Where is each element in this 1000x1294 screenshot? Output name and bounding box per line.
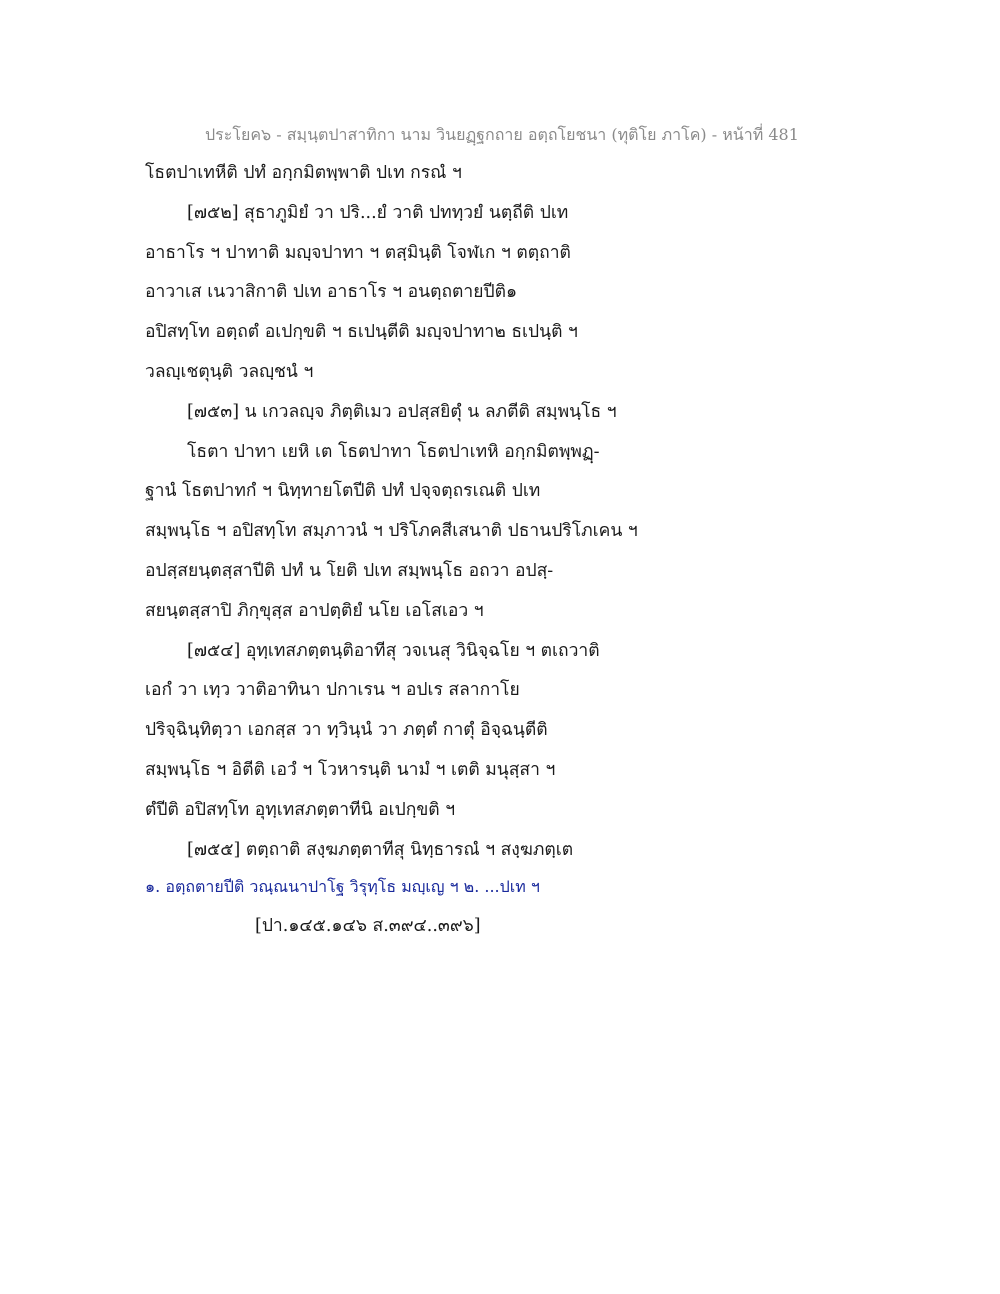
text-line: อปสฺสยนฺตสฺสาปีติ ปทํ น โยติ ปเท สมฺพนฺโธ อถวา อปสฺ- <box>145 560 554 581</box>
text-line: ฐานํ โธตปาทกํ ฯ นิทฺทายโตปีติ ปทํ ปจฺจตฺถรเณติ ปเท <box>145 481 541 502</box>
running-header: ประโยค๖ - สมฺนฺตปาสาทิกา นาม วินยฏฺฐกถาย อตฺถโยชนา (ทุติโย ภาโค) - หน้าที่ 481 <box>205 125 799 144</box>
text-line: อปิสทฺโท อตฺถตํ อเปกฺขติ ฯ ธเปนฺตีติ มญฺจปาทา๒ ธเปนฺติ ฯ <box>145 322 578 343</box>
paragraph-753-start: [๗๕๓] น เกวลญฺจ ภิตฺติเมว อปสฺสยิตุํ น ลภตีติ สมฺพนฺโธ ฯ <box>187 401 617 422</box>
paragraph-755-start: [๗๕๕] ตตฺถาติ สงฺฆภตฺตาทีสุ นิทฺธารณํ ฯ สงฺฆภตฺเต <box>187 839 574 860</box>
text-line: อาธาโร ฯ ปาทาติ มญฺจปาทา ฯ ตสฺมินฺติ โจฬเก ฯ ตตฺถาติ <box>145 242 571 263</box>
text-line: สมฺพนฺโธ ฯ อิตีติ เอวํ ฯ โวหารนฺติ นามํ ฯ เตติ มนุสฺสา ฯ <box>145 759 556 780</box>
text-line: ตํปีติ อปิสทฺโท อุทฺเทสภตฺตาทีนิ อเปกฺขติ ฯ <box>145 799 456 820</box>
text-line: สยนฺตสฺสาปิ ภิกฺขุสฺส อาปตฺติยํ นโย เอโสเอว ฯ <box>145 600 484 621</box>
text-line: โธตปาเทหีติ ปทํ อกฺกมิตพฺพาติ ปเท กรณํ ฯ <box>145 163 462 183</box>
footnote: ๑. อตฺถตายปีติ วณฺณนาปาโฐ วิรุทฺโธ มญฺเญ ฯ ๒. ...ปเท ฯ <box>145 877 540 896</box>
paragraph-752-start: [๗๕๒] สุธาภูมิยํ วา ปริ...ยํ วาติ ปททฺวยํ นตฺถีติ ปเท <box>187 202 569 223</box>
text-line: สมฺพนฺโธ ฯ อปิสทฺโท สมฺภาวนํ ฯ ปริโภคสีเสนาติ ปธานปริโภเคน ฯ <box>145 521 638 542</box>
text-line-indented: โธตา ปาทา เยหิ เต โธตปาทา โธตปาเทหิ อกฺกมิตพฺพฏฺ- <box>187 441 600 462</box>
body-text <box>145 160 865 876</box>
paragraph-754-start: [๗๕๔] อุทฺเทสภตฺตนฺติอาทีสุ วจเนสุ วินิจฺฉโย ฯ ตเถวาติ <box>187 640 600 661</box>
text-line: ปริจฺฉินฺทิตฺวา เอกสฺส วา ทฺวินฺนํ วา ภตฺตํ กาตุํ อิจฺฉนฺตีติ <box>145 720 548 741</box>
page-reference: [ปา.๑๔๕.๑๔๖ ส.๓๙๔..๓๙๖] <box>255 916 481 936</box>
text-line: วลญฺเชตุนฺติ วลญฺชนํ ฯ <box>145 361 314 382</box>
text-line: อาวาเส เนวาสิกาติ ปเท อาธาโร ฯ อนตฺถตายปีติ๑ <box>145 282 518 303</box>
text-line: เอกํ วา เทฺว วาติอาทินา ปกาเรน ฯ อปเร สลากาโย <box>145 680 520 701</box>
